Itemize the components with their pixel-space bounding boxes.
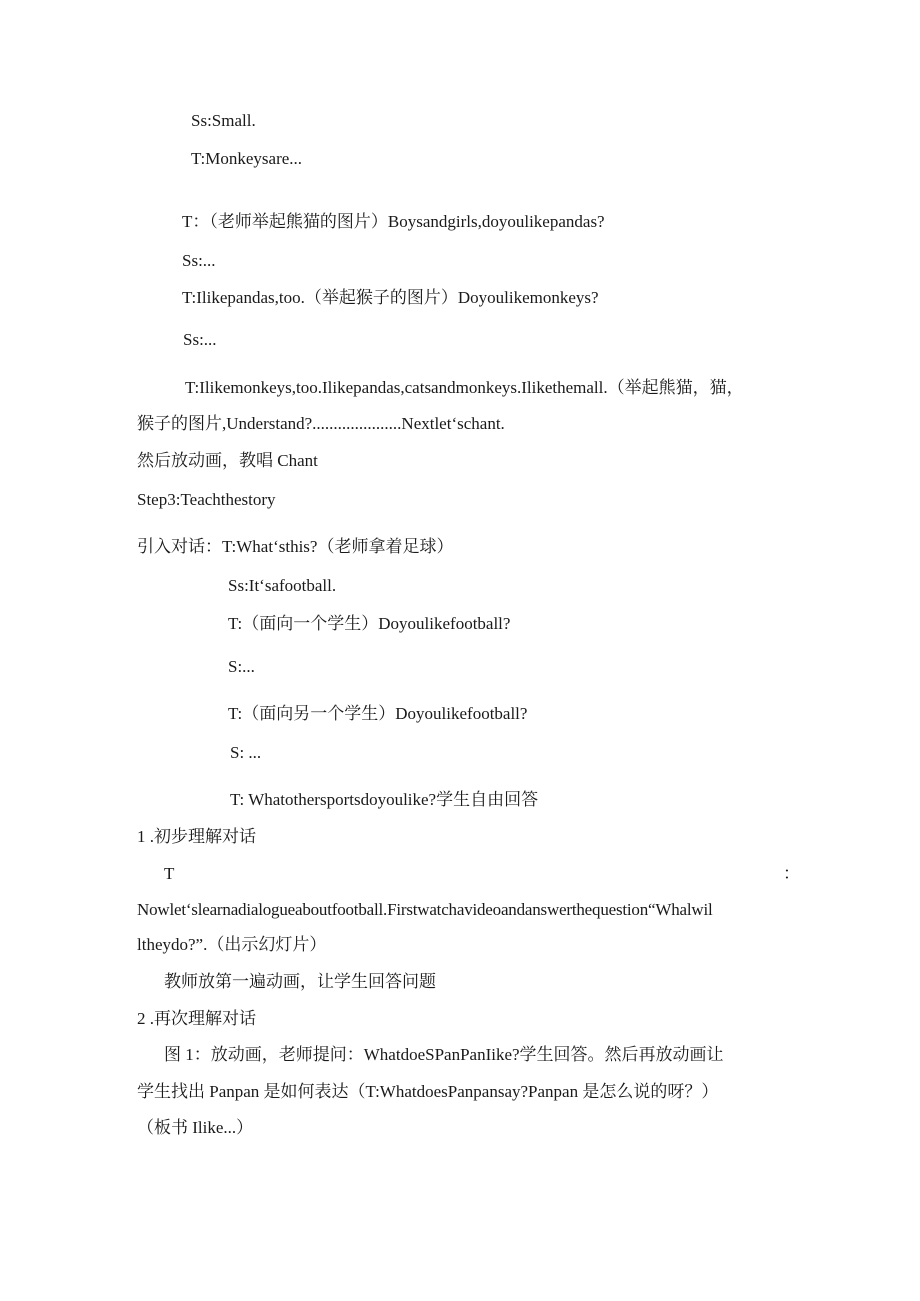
dialogue-line: T:（面向另一个学生）Doyoulikefootball? <box>228 704 528 723</box>
dialogue-line: S: ... <box>230 743 262 762</box>
dialogue-line: Ss:... <box>182 251 216 270</box>
speaker-label: T <box>164 864 175 883</box>
dialogue-line: T: Whatothersportsdoyoulike?学生自由回答 <box>230 790 539 809</box>
paragraph-line: 学生找出 Panpan 是如何表达（T:WhatdoesPanpansay?Panpan 是怎么说的呀？） <box>137 1082 719 1101</box>
colon-mark: ： <box>783 864 800 883</box>
paragraph-line: （板书 Ilike...） <box>137 1118 254 1137</box>
paragraph-line: Nowlet‘slearnadialogueaboutfootball.Firstwatchavideoandanswerthequestion“Whalwil <box>137 900 713 919</box>
dialogue-line: Ss:... <box>183 330 217 349</box>
paragraph-line: 然后放动画，教唱 Chant <box>137 451 318 470</box>
dialogue-line: T:Monkeysare... <box>191 149 303 168</box>
paragraph-line: ltheydo?”.（出示幻灯片） <box>137 935 327 954</box>
numbered-heading: 1 .初步理解对话 <box>137 827 256 846</box>
dialogue-line: T:（面向一个学生）Doyoulikefootball? <box>228 614 511 633</box>
numbered-heading: 2 .再次理解对话 <box>137 1009 256 1028</box>
paragraph-line: T:Ilikemonkeys,too.Ilikepandas,catsandmonkeys.Ilikethemall.（举起熊猫，猫， <box>185 378 744 397</box>
dialogue-line: T:Ilikepandas,too.（举起猴子的图片）Doyoulikemonkeys? <box>182 288 599 307</box>
paragraph-line: 图 1：放动画，老师提问：WhatdoeSPanPanIike?学生回答。然后再放动画让 <box>164 1045 724 1064</box>
paragraph-line: 引入对话：T:What‘sthis?（老师拿着足球） <box>137 537 454 556</box>
paragraph-line <box>164 863 800 885</box>
dialogue-line: Ss:Small. <box>191 111 256 130</box>
dialogue-line: T：（老师举起熊猫的图片）Boysandgirls,doyoulikepandas? <box>182 212 605 231</box>
paragraph-line: 教师放第一遍动画，让学生回答问题 <box>164 972 436 991</box>
dialogue-line: S:... <box>228 657 255 676</box>
section-heading: Step3:Teachthestory <box>137 490 276 509</box>
dialogue-line: Ss:It‘safootball. <box>228 576 337 595</box>
paragraph-line: 猴子的图片,Understand?.....................Nextlet‘schant. <box>137 414 505 433</box>
